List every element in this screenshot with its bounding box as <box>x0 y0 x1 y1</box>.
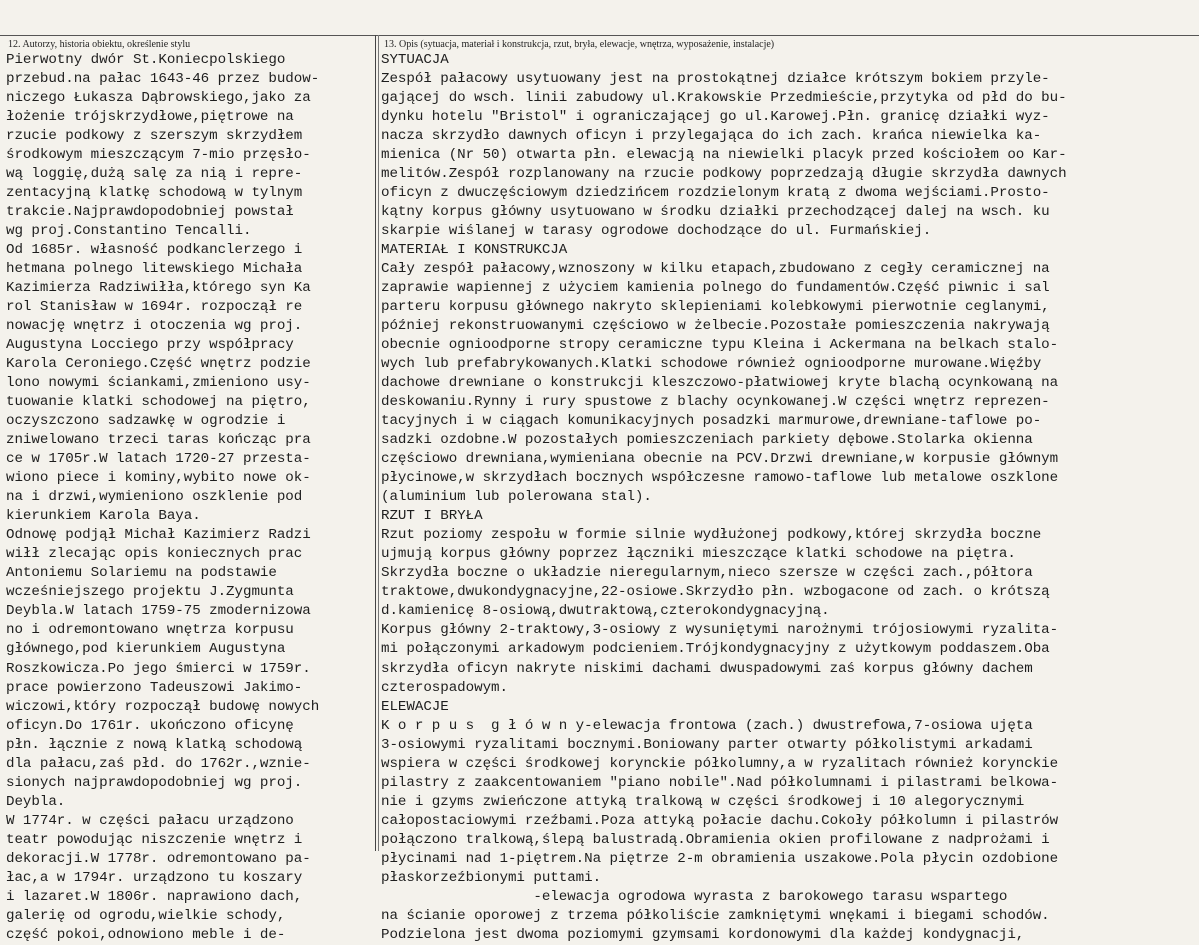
text-line: Zespół pałacowy usytuowany jest na prostokątnej działce krótszym bokiem przyle- <box>381 71 1050 88</box>
text-line: dynku hotelu "Bristol" i ograniczającej go ul.Karowej.Płn. granicę działki wyz- <box>381 109 1050 126</box>
text-line: teatr powodując niszczenie wnętrz i <box>6 831 303 848</box>
text-line: oficyn.Do 1761r. ukończono oficynę <box>6 717 294 734</box>
text-line: d.kamienicę 8-osiową,dwutraktową,czterokondygnacyjną. <box>381 603 830 620</box>
text-line: kierunkiem Karola Baya. <box>6 508 201 525</box>
text-line: K o r p u s g ł ó w n y-elewacja frontowa (zach.) dwustrefowa,7-osiowa ujęta <box>381 717 1033 734</box>
text-line: środkowym mieszczącym 7-mio przęsło- <box>6 147 311 164</box>
text-line: Karola Ceroniego.Część wnętrz podzie <box>6 356 311 373</box>
text-line: Podzielona jest dwoma poziomymi gzymsami kordonowymi dla każdej kondygnacji, <box>381 926 1025 943</box>
text-line: dachowe drewniane o konstrukcji kleszczowo-płatwiowej kryte blachą ocynkowaną na <box>381 375 1059 392</box>
text-line: Pierwotny dwór St.Koniecpolskiego <box>6 52 286 68</box>
text-line: ce w 1705r.W latach 1720-27 przesta- <box>6 451 311 468</box>
text-line: wiłł zlecając opis koniecznych prac <box>6 546 303 563</box>
text-line: pilastry z zaakcentowaniem "piano nobile".Nad półkolumnami i pilastrami belkowa- <box>381 774 1059 791</box>
text-line: W 1774r. w części pałacu urządzono <box>6 812 294 829</box>
text-line: przebud.na pałac 1643-46 przez budow- <box>6 71 320 88</box>
text-line: Augustyna Locciego przy współpracy <box>6 337 294 354</box>
text-line: później rekonstruowanymi częściowo w żelbecie.Pozostałe pomieszczenia nakrywają <box>381 318 1050 335</box>
text-line: (aluminium lub polerowana stal). <box>381 489 652 506</box>
text-line: głównego,pod kierunkiem Augustyna <box>6 641 286 658</box>
text-line: łożenie trójskrzydłowe,piętrowe na <box>6 109 294 126</box>
text-line: Cały zespół pałacowy,wznoszony w kilku etapach,zbudowano z cegły ceramicznej na <box>381 261 1050 278</box>
text-line: część pokoi,odnowiono meble i de- <box>6 926 286 943</box>
header-rule <box>0 35 1199 36</box>
text-line: melitów.Zespół rozplanowany na rzucie podkowy poprzedzają długie skrzydła dawnych <box>381 166 1067 183</box>
text-line: mienica (Nr 50) otwarta płn. elewacją na niewielki placyk przed kościołem oo Kar- <box>381 147 1067 164</box>
text-line: i lazaret.W 1806r. naprawiono dach, <box>6 888 303 905</box>
text-line: tuowanie klatki schodowej na piętro, <box>6 394 311 411</box>
text-line: traktowe,dwukondygnacyjne,22-osiowe.Skrzydło płn. wzbogacone od zach. o krótszą <box>381 584 1050 601</box>
text-line: rol Stanisław w 1694r. rozpoczął re <box>6 299 303 316</box>
text-line: na ścianie oporowej z trzema półkoliście zamkniętymi wnękami i biegami schodów. <box>381 907 1050 924</box>
text-line: sionych najprawdopodobniej wg proj. <box>6 774 303 791</box>
text-line: na i drzwi,wymieniono oszklenie pod <box>6 489 303 506</box>
text-line: oczyszczono sadzawkę w ogrodzie i <box>6 413 286 430</box>
text-line: MATERIAŁ I KONSTRUKCJA <box>381 242 568 259</box>
text-line: deskowaniu.Rynny i rury spustowe z blachy ocynkowanej.W części wnętrz reprezen- <box>381 394 1050 411</box>
text-line: rzucie podkowy z szerszym skrzydłem <box>6 128 303 145</box>
text-line: płycinami nad 1-piętrem.Na piętrze 2-m obramienia uszakowe.Pola płycin ozdobione <box>381 850 1059 867</box>
text-line: parteru korpusu głównego nakryto sklepieniami kolebkowymi pierwotnie ceglanymi, <box>381 299 1050 316</box>
left-column-label: 12. Autorzy, historia obiektu, określenie stylu <box>8 39 191 50</box>
text-line: kątny korpus główny usytuowano w środku działki przechodzącej dalej na wsch. ku <box>381 204 1050 221</box>
text-line: całopostaciowymi rzeźbami.Poza attyką połacie dachu.Cokoły półkolumn i pilastrów <box>381 812 1059 829</box>
text-line: Kazimierza Radziwiłła,którego syn Ka <box>6 280 311 297</box>
right-column-label: 13. Opis (sytuacja, materiał i konstrukcja, rzut, bryła, elewacje, wnętrza, wyposażenie, instalacje) <box>384 39 775 50</box>
text-line: częściowo drewniana,wymieniana obecnie na PCV.Drzwi drewniane,w korpusie głównym <box>381 451 1059 468</box>
text-line: zaprawie wapiennej z użyciem kamienia polnego do fundamentów.Część piwnic i sal <box>381 280 1050 297</box>
text-line: prace powierzono Tadeuszowi Jakimo- <box>6 679 303 696</box>
column-divider <box>375 35 376 851</box>
text-line: łac,a w 1794r. urządzono tu koszary <box>6 869 303 886</box>
text-line: skrzydła oficyn nakryte niskimi dachami dwuspadowymi zaś korpus główny dachem <box>381 660 1033 677</box>
text-line: połączono tralkową,ślepą balustradą.Obramienia okien profilowane z nadprożami i <box>381 831 1050 848</box>
text-line: czterospadowym. <box>381 679 508 696</box>
text-line: galerię od ogrodu,wielkie schody, <box>6 907 286 924</box>
text-line: dla pałacu,zaś płd. do 1762r.,wznie- <box>6 755 311 772</box>
text-line: hetmana polnego litewskiego Michała <box>6 261 303 278</box>
text-line: 3-osiowymi ryzalitami bocznymi.Boniowany parter otwarty półkolistymi arkadami <box>381 736 1033 753</box>
text-line: zniwelowano trzeci taras kończąc pra <box>6 432 311 449</box>
text-line: ujmują korpus główny poprzez łączniki mieszczące klatki schodowe na piętra. <box>381 546 1016 563</box>
text-line: wspiera w części środkowej korynckie półkolumny,a w ryzalitach również korynckie <box>381 755 1059 772</box>
text-line: wą loggię,dużą salę za nią i repre- <box>6 166 303 183</box>
text-line: obecnie ognioodporne stropy ceramiczne typu Kleina i Ackermana na belkach stalo- <box>381 337 1059 354</box>
text-line: trakcie.Najprawdopodobniej powstał <box>6 204 294 221</box>
text-line: Antoniemu Solariemu na podstawie <box>6 565 277 582</box>
text-line: wcześniejszego projektu J.Zygmunta <box>6 584 294 601</box>
text-line: no i odremontowano wnętrza korpusu <box>6 622 294 639</box>
text-line: Skrzydła boczne o układzie nieregularnym,nieco szersze w części zach.,półtora <box>381 565 1033 582</box>
text-line: skarpie wiślanej w tarasy ogrodowe dochodzące do ul. Furmańskiej. <box>381 223 932 240</box>
text-line: sadzki ozdobne.W pozostałych pomieszczeniach parkiety dębowe.Stolarka okienna <box>381 432 1033 449</box>
text-line: -elewacja ogrodowa wyrasta z barokowego tarasu wspartego <box>381 888 1008 905</box>
text-line: wg proj.Constantino Tencalli. <box>6 223 252 240</box>
text-line: płaskorzeźbionymi puttami. <box>381 869 602 886</box>
text-line: wiczowi,który rozpoczął budowę nowych <box>6 698 320 715</box>
text-line: Deybla.W latach 1759-75 zmodernizowa <box>6 603 311 620</box>
text-line: gającej do wsch. linii zabudowy ul.Krakowskie Przedmieście,przytyka od płd do bu- <box>381 90 1067 107</box>
text-line: RZUT I BRYŁA <box>381 508 483 525</box>
text-line: dekoracji.W 1778r. odremontowano pa- <box>6 850 311 867</box>
text-line: nie i gzyms zwieńczone attyką tralkową w części środkowej i 10 alegorycznymi <box>381 793 1025 810</box>
text-line: Odnowę podjął Michał Kazimierz Radzi <box>6 527 311 544</box>
text-line: płycinowe,w skrzydłach bocznych współczesne ramowo-taflowe lub metalowe oszklone <box>381 470 1059 487</box>
text-line: wych lub prefabrykowanych.Klatki schodowe również ognioodporne murowane.Więźby <box>381 356 1042 373</box>
text-line: ELEWACJE <box>381 698 449 715</box>
text-line: nowację wnętrz i otoczenia wg proj. <box>6 318 303 335</box>
text-line: Deybla. <box>6 793 66 810</box>
text-line: niczego Łukasza Dąbrowskiego,jako za <box>6 90 311 107</box>
text-line: oficyn z dwuczęściowym dziedzińcem rozdzielonym kratą z dwoma wejściami.Prosto- <box>381 185 1050 202</box>
text-line: zentacyjną klatkę schodową w tylnym <box>6 185 303 202</box>
column-divider-inner <box>378 35 379 851</box>
text-line: mi połączonymi arkadowym podcieniem.Trójkondygnacyjny z użytkowym poddaszem.Oba <box>381 641 1050 658</box>
text-line: lono nowymi ściankami,zmieniono usy- <box>6 375 311 392</box>
text-line: wiono piece i kominy,wybito nowe ok- <box>6 470 311 487</box>
history-column <box>6 51 374 945</box>
description-column <box>381 51 1199 945</box>
text-line: Korpus główny 2-traktowy,3-osiowy z wysuniętymi narożnymi trójosiowymi ryzalita- <box>381 622 1059 639</box>
text-line: SYTUACJA <box>381 52 449 68</box>
text-line: tacyjnych i w ciągach komunikacyjnych posadzki marmurowe,drewniane-taflowe po- <box>381 413 1042 430</box>
text-line: Rzut poziomy zespołu w formie silnie wydłużonej podkowy,której skrzydła boczne <box>381 527 1042 544</box>
text-line: Roszkowicza.Po jego śmierci w 1759r. <box>6 660 311 677</box>
text-line: Od 1685r. własność podkanclerzego i <box>6 242 303 259</box>
text-line: płn. łącznie z nową klatką schodową <box>6 736 303 753</box>
text-line: nacza skrzydło dawnych oficyn i przylegająca do ich zach. krańca niewielka ka- <box>381 128 1042 145</box>
